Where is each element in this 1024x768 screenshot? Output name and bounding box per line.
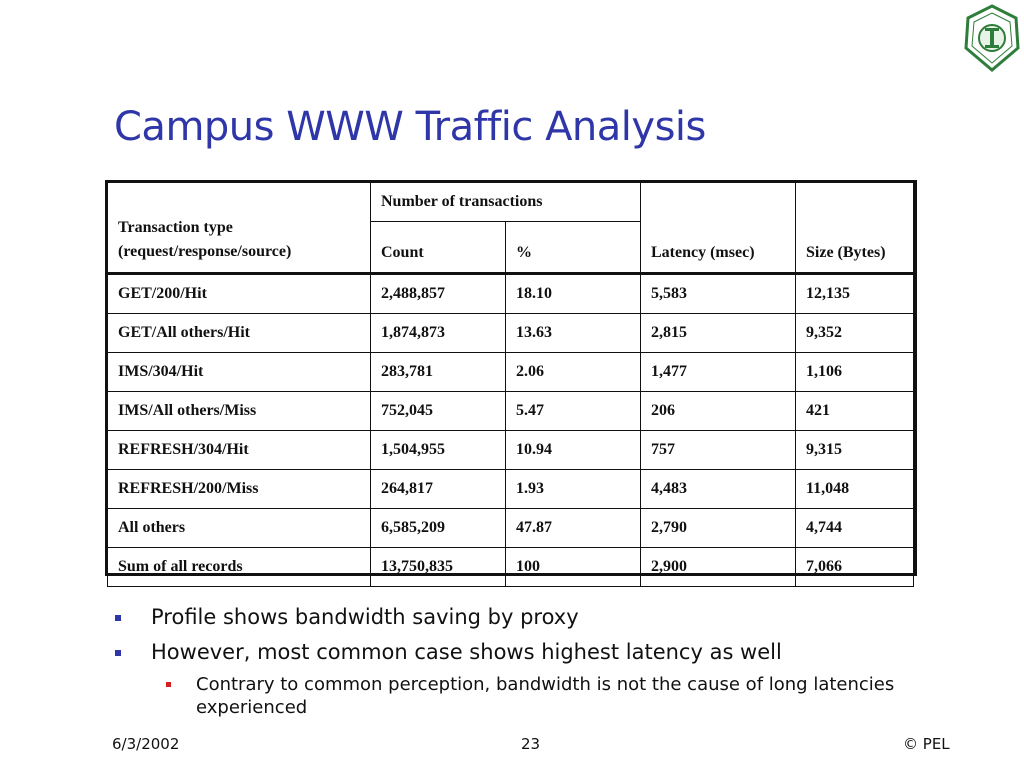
table-row — [108, 353, 914, 392]
bullet-item — [110, 603, 990, 638]
cell-type: GET/200/Hit — [108, 274, 371, 314]
cell-percent: 13.63 — [506, 314, 641, 353]
square-bullet-icon — [115, 650, 121, 656]
header-number-of-transactions: Number of transactions — [371, 183, 641, 222]
cell-percent: 18.10 — [506, 274, 641, 314]
header-latency: Latency (msec) — [641, 183, 796, 274]
cell-percent: 47.87 — [506, 509, 641, 548]
cell-latency: 2,900 — [641, 548, 796, 587]
traffic-data-table — [107, 182, 914, 587]
square-sub-bullet-icon — [166, 682, 171, 687]
cell-count: 264,817 — [371, 470, 506, 509]
cell-size: 7,066 — [796, 548, 914, 587]
bullet-list — [110, 603, 990, 719]
cell-latency: 1,477 — [641, 353, 796, 392]
cell-count: 1,874,873 — [371, 314, 506, 353]
cell-size: 421 — [796, 392, 914, 431]
cell-latency: 2,815 — [641, 314, 796, 353]
footer-copyright: © PEL — [903, 735, 950, 753]
header-count: Count — [371, 222, 506, 274]
sub-bullet-item — [110, 673, 990, 719]
bullet-item — [110, 638, 990, 673]
footer-date: 6/3/2002 — [112, 735, 180, 753]
table-row — [108, 509, 914, 548]
cell-count: 2,488,857 — [371, 274, 506, 314]
footer-page-number: 23 — [521, 735, 541, 753]
table-header-row — [108, 183, 914, 222]
table-row — [108, 392, 914, 431]
cell-latency: 206 — [641, 392, 796, 431]
table-row — [108, 314, 914, 353]
cell-size: 1,106 — [796, 353, 914, 392]
cell-type: Sum of all records — [108, 548, 371, 587]
header-size: Size (Bytes) — [796, 183, 914, 274]
cell-latency: 2,790 — [641, 509, 796, 548]
table-row — [108, 274, 914, 314]
header-percent: % — [506, 222, 641, 274]
sub-bullet-text: Contrary to common perception, bandwidth is not the cause of long latencies experienced — [196, 674, 895, 718]
cell-type: GET/All others/Hit — [108, 314, 371, 353]
cell-count: 1,504,955 — [371, 431, 506, 470]
slide-title: Campus WWW Traffic Analysis — [114, 104, 706, 150]
bullet-text: However, most common case shows highest latency as well — [151, 640, 782, 664]
cell-count: 752,045 — [371, 392, 506, 431]
square-bullet-icon — [115, 615, 121, 621]
cell-size: 12,135 — [796, 274, 914, 314]
cell-type: REFRESH/304/Hit — [108, 431, 371, 470]
traffic-table — [105, 180, 917, 576]
cell-percent: 5.47 — [506, 392, 641, 431]
cell-size: 9,315 — [796, 431, 914, 470]
cell-percent: 1.93 — [506, 470, 641, 509]
cell-latency: 5,583 — [641, 274, 796, 314]
cell-type: IMS/All others/Miss — [108, 392, 371, 431]
cell-count: 283,781 — [371, 353, 506, 392]
cell-size: 4,744 — [796, 509, 914, 548]
cell-count: 6,585,209 — [371, 509, 506, 548]
header-transaction-type — [108, 183, 371, 274]
cell-type: IMS/304/Hit — [108, 353, 371, 392]
cell-percent: 100 — [506, 548, 641, 587]
cell-count: 13,750,835 — [371, 548, 506, 587]
table-row — [108, 470, 914, 509]
table-row — [108, 431, 914, 470]
pel-logo — [962, 4, 1022, 72]
header-transaction-type-line1: Transaction type — [118, 219, 233, 236]
cell-latency: 4,483 — [641, 470, 796, 509]
cell-size: 9,352 — [796, 314, 914, 353]
table-row — [108, 548, 914, 587]
header-transaction-type-line2: (request/response/source) — [118, 243, 292, 260]
cell-type: All others — [108, 509, 371, 548]
bullet-text: Profile shows bandwidth saving by proxy — [151, 605, 579, 629]
cell-type: REFRESH/200/Miss — [108, 470, 371, 509]
cell-percent: 2.06 — [506, 353, 641, 392]
pel-seal-icon — [962, 4, 1022, 72]
cell-latency: 757 — [641, 431, 796, 470]
cell-percent: 10.94 — [506, 431, 641, 470]
cell-size: 11,048 — [796, 470, 914, 509]
